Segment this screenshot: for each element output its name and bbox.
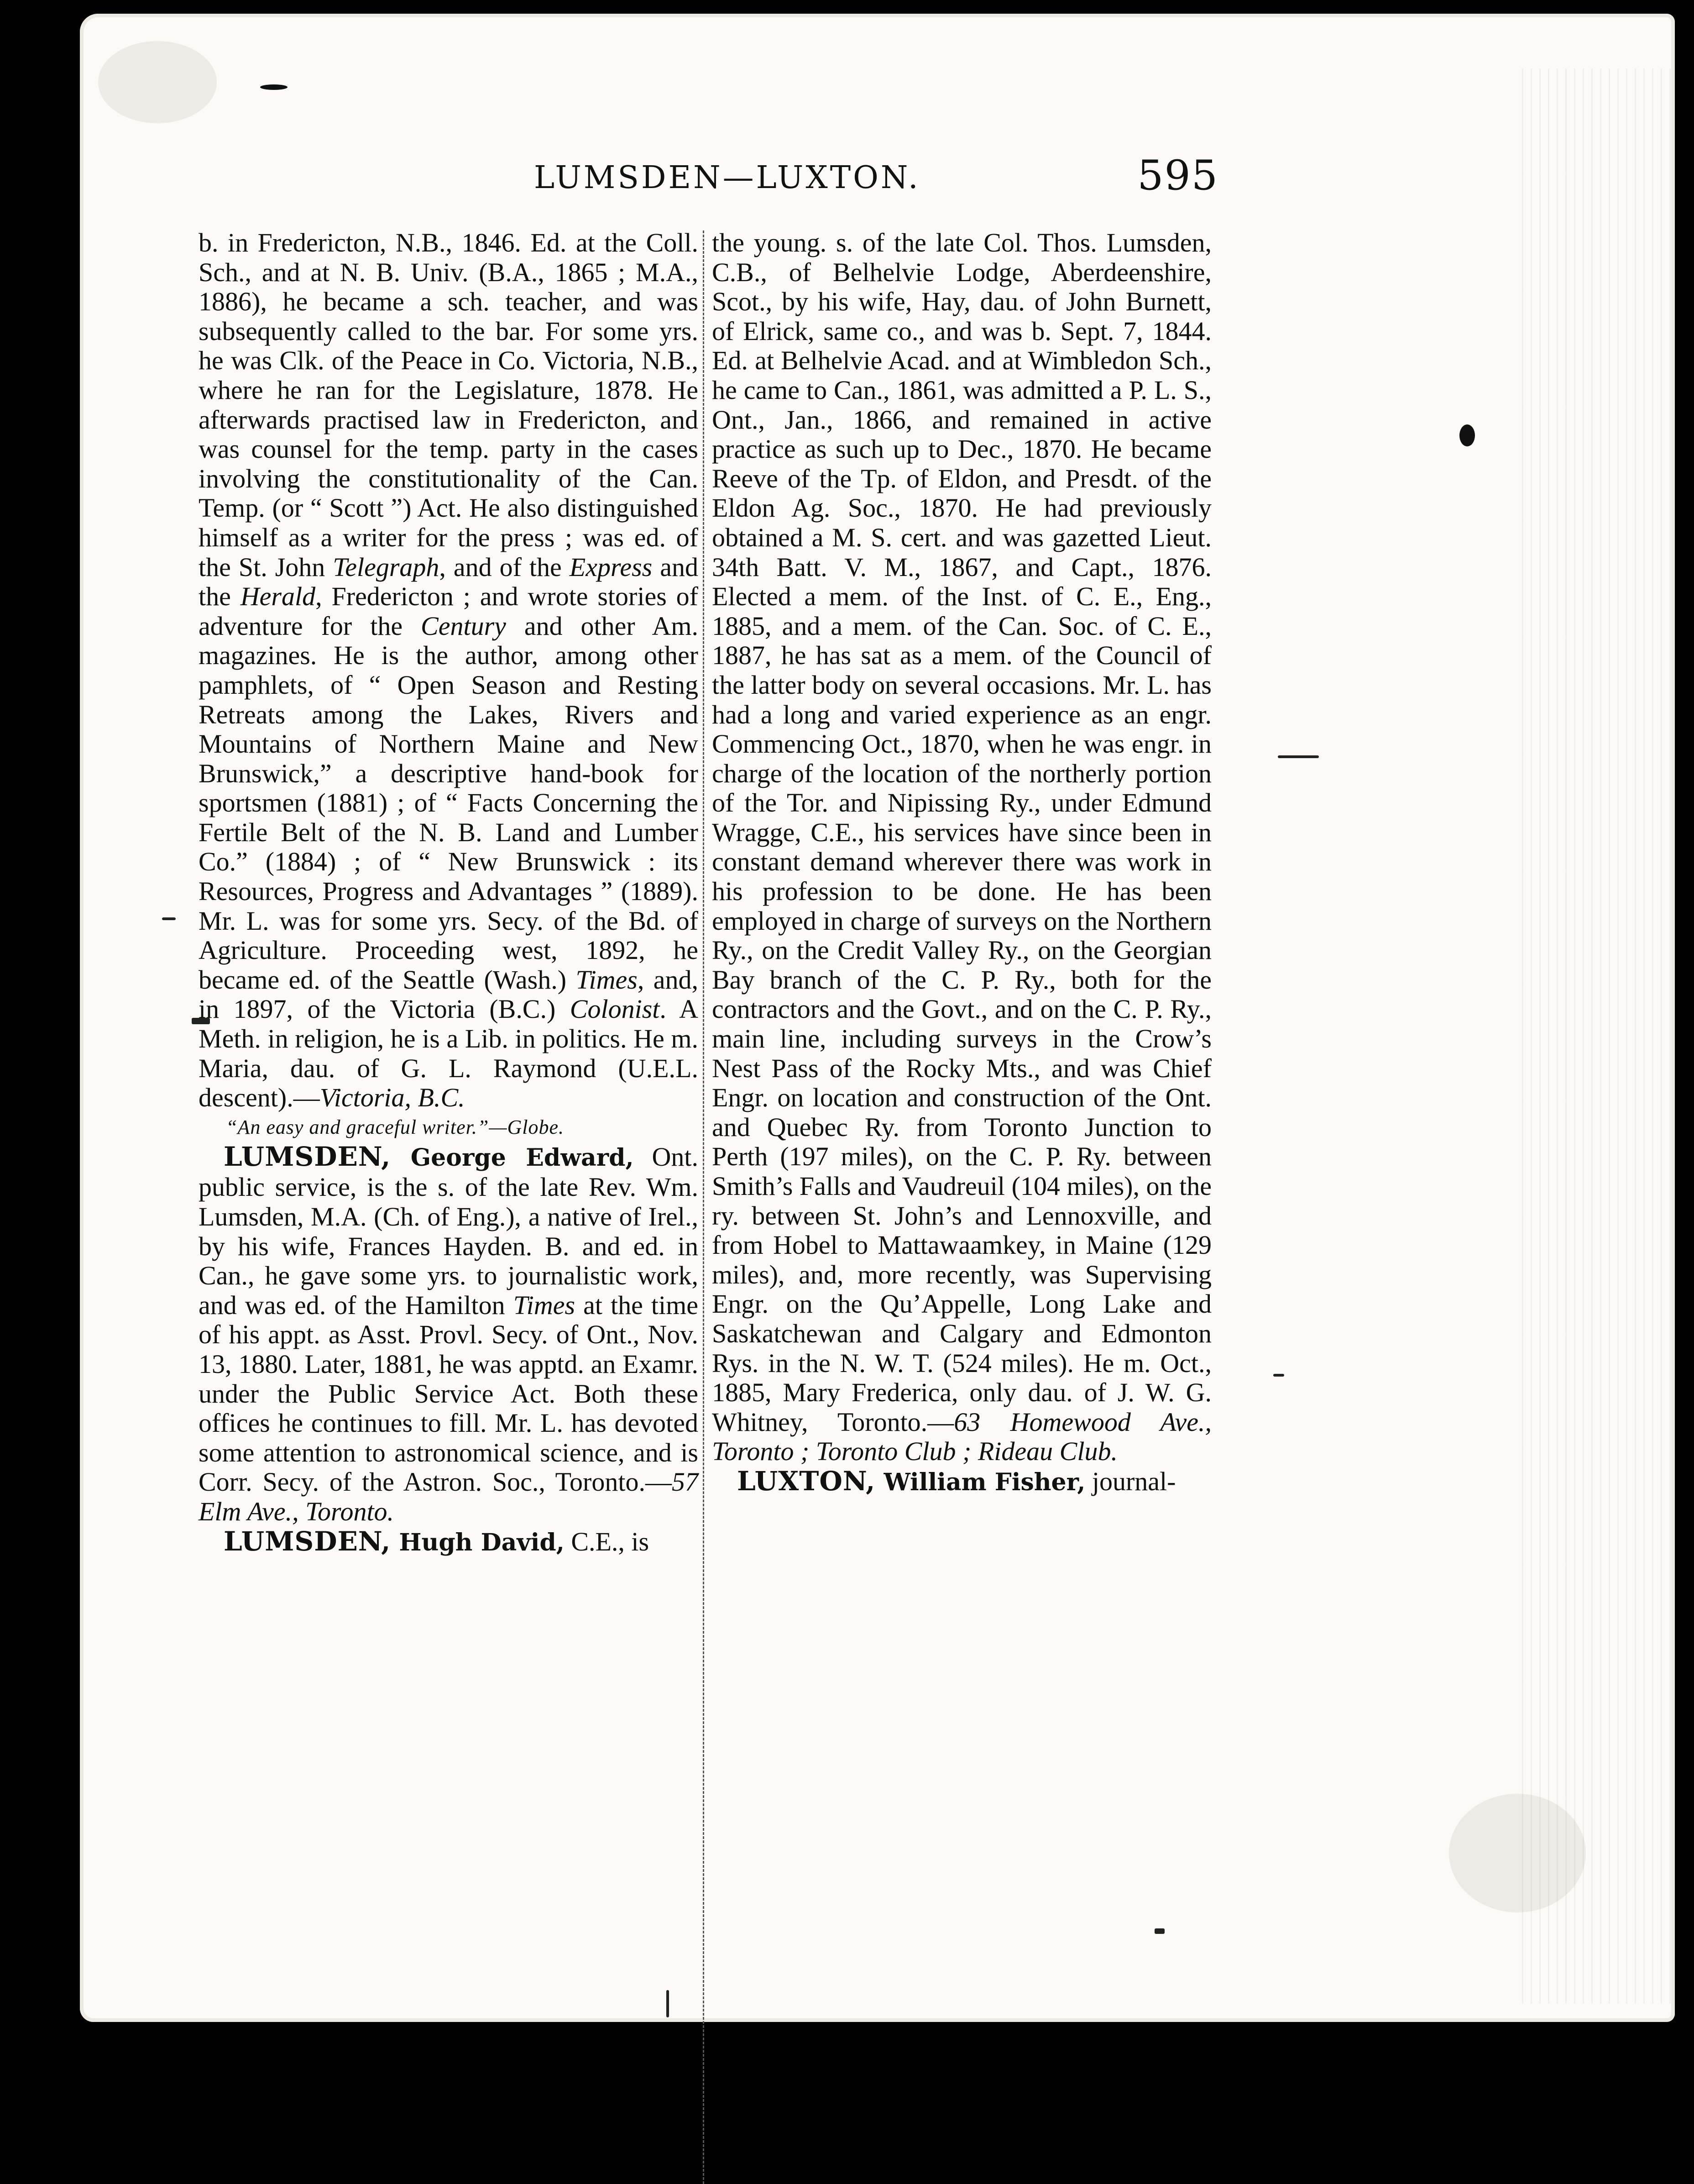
entry-lumsden-george-edward: LUMSDEN, George Edward, Ont. public service, is the s. of the late Rev. Wm. Lumsden, M.A. (Ch. of Eng.), a native of Irel., by his wife, Frances Hayden. B. and ed. in Can., he gave some yrs. to journalistic work, and was ed. of the Hamilton Times at the time of his appt. as Asst. Provl. Secy. of Ont., Nov. 13, 1880. Later, 1881, he was apptd. an Examr. under the Public Service Act. Both these offices he continues to fill. Mr. L. has devoted some attention to astronomical science, and is Corr. Secy. of the Astron. Soc., Toronto.—57 Elm Ave., Toronto. <box>199 1141 698 1526</box>
entry-surname: LUMSDEN, <box>224 1525 391 1557</box>
entry-given-names: William Fisher, <box>875 1468 1086 1496</box>
press-quote: “An easy and graceful writer.”—Globe. <box>226 1116 564 1138</box>
margin-mark <box>666 1990 669 2017</box>
column-divider <box>703 230 704 2184</box>
ink-mark <box>260 84 288 90</box>
margin-mark <box>1155 1928 1165 1934</box>
page-stain <box>98 41 217 123</box>
entry-given-names: Hugh David, <box>391 1528 565 1556</box>
entry-address: Victoria, B.C. <box>319 1083 465 1113</box>
binding-gutter <box>1522 68 1673 2004</box>
margin-mark <box>1278 755 1319 758</box>
entry-luxton-william-fisher: LUXTON, William Fisher, journal- <box>737 1465 1176 1497</box>
entry-text: b. in Fredericton, N.B., 1846. Ed. at the Coll. Sch., and at N. B. Univ. (B.A., 1865 ; M.A., 1886), he became a sch. teacher, and was subsequently called to the bar. For some yrs. he was Clk. of the Peace in Co. Victoria, N.B., where he ran for the Legislature, 1878. He afterwards practised law in Fredericton, and was counsel for the temp. party in the cases involving the constitutionality of the Can. Temp. (or “ Scott ”) Act. He also distinguished himself as a writer for the press ; was ed. of the St. John Telegraph, and of the Express and the Herald, Fredericton ; and wrote stories of adventure for the Century and other Am. magazines. He is the author, among other pamphlets, of “ Open Season and Resting Retreats among the Lakes, Rivers and Mountains of Northern Maine and New Brunswick,” a descriptive hand-book for sportsmen (1881) ; of “ Facts Concerning the Fertile Belt of the N. B. Land and Lumber Co.” (1884) ; of “ New Brunswick : its Resources, Progress and Advantages ” (1889). Mr. L. was for some yrs. Secy. of the Bd. of Agriculture. Proceeding west, 1892, he became ed. of the Seattle (Wash.) Times, and, in 1897, of the Victoria (B.C.) Colonist. A Meth. in religion, he is a Lib. in politics. He m. Maria, dau. of G. L. Raymond (U.E.L. descent).—Victoria, B.C. <box>199 228 698 1113</box>
page-header <box>488 152 1218 205</box>
entry-text: the young. s. of the late Col. Thos. Lumsden, C.B., of Belhelvie Lodge, Aberdeenshire, Scot., by his wife, Hay, dau. of John Burnett, of Elrick, same co., and was b. Sept. 7, 1844. Ed. at Belhelvie Acad. and at Wimbledon Sch., he came to Can., 1861, was admitted a P. L. S., Ont., Jan., 1866, and remained in active practice as such up to Dec., 1870. He became Reeve of the Tp. of Eldon, and Presdt. of the Eldon Ag. Soc., 1870. He had previously obtained a M. S. cert. and was gazetted Lieut. 34th Batt. V. M., 1867, and Capt., 1876. Elected a mem. of the Inst. of C. E., Eng., 1885, and a mem. of the Can. Soc. of C. E., 1887, he has sat as a mem. of the Council of the latter body on several occasions. Mr. L. has had a long and varied experience as an engr. Commencing Oct., 1870, when he was engr. in charge of the location of the northerly portion of the Tor. and Nipissing Ry., under Edmund Wragge, C.E., his services have since been in constant demand wherever there was work in his profession to be done. He has been employed in charge of surveys on the Northern Ry., on the Credit Valley Ry., on the Georgian Bay branch of the C. P. Ry., both for the contractors and the Govt., and on the C. P. Ry., main line, including surveys in the Crow’s Nest Pass of the Rocky Mts., and was Chief Engr. on location and construction of the Ont. and Quebec Ry. from Toronto Junction to Perth (197 miles), on the C. P. Ry. between Smith’s Falls and Vaudreuil (104 miles), on the ry. between St. John’s and Lennoxville, and from Hobel to Mattawaamkey, in Maine (129 miles), and, more recently, was Supervising Engr. on the Qu’Appelle, Long Lake and Saskatchewan and Calgary and Edmonton Rys. in the N. W. T. (524 miles). He m. Oct., 1885, Mary Frederica, only dau. of J. W. G. Whitney, Toronto.—63 Homewood Ave., Toronto ; Toronto Club ; Rideau Club. <box>712 228 1212 1466</box>
margin-mark <box>1273 1374 1284 1377</box>
entry-surname: LUMSDEN, <box>224 1141 391 1172</box>
quote-source: Globe. <box>507 1116 564 1138</box>
entry-address: 57 Elm Ave., Toronto. <box>199 1467 698 1526</box>
left-column <box>199 228 698 1557</box>
entry-address: 63 Homewood Ave., Toronto ; Toronto Club ; Rideau Club. <box>712 1407 1212 1466</box>
margin-mark <box>162 917 176 920</box>
entry-lumsden-hugh-david: LUMSDEN, Hugh David, C.E., is <box>224 1525 649 1557</box>
right-column <box>712 228 1212 1498</box>
entry-given-names: George Edward, <box>391 1143 634 1172</box>
entry-surname: LUXTON, <box>737 1465 876 1497</box>
ink-blot <box>1459 424 1475 446</box>
page-number: 595 <box>1137 152 1218 199</box>
running-head: LUMSDEN—LUXTON. <box>534 160 920 196</box>
